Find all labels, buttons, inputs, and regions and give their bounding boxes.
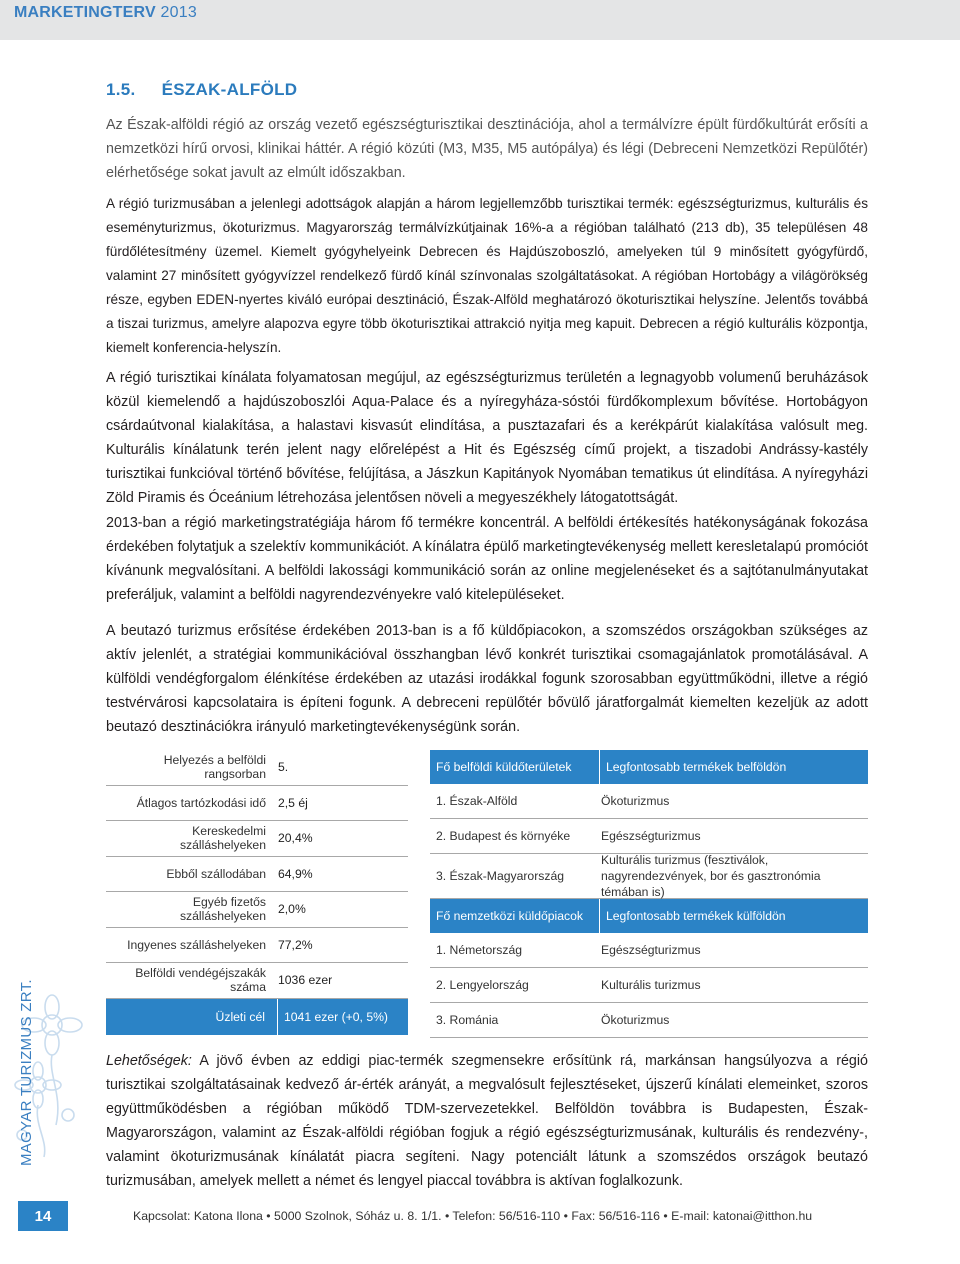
page-number: 14: [18, 1201, 68, 1231]
market-cell: 1. Észak-Alföld: [436, 794, 518, 808]
stat-row: [106, 750, 408, 786]
stat-value: 5.: [278, 760, 289, 775]
product-cell: Ökoturizmus: [601, 794, 670, 808]
product-cell: Egészségturizmus: [601, 943, 701, 957]
stat-value: 2,5 éj: [278, 795, 308, 810]
paragraph-intro: Az Észak-alföldi régió az ország vezető egészségturisztikai desztinációja, ahol a termálvízre épült fürdőkultúrát erősíti a nemzetközi hírű orvosi, klinikai háttér. A régió közúti (M3, M35, M5 autópálya) és légi (Debreceni Nemzetközi Repülőtér) elérhetősége sokat javult az elmúlt időszakban.: [106, 117, 868, 181]
stat-label: Kereskedelmi szálláshelyeken: [179, 824, 266, 853]
stat-row: [106, 857, 408, 893]
stat-value: 20,4%: [278, 831, 313, 846]
stat-label: Ebből szállodában: [166, 866, 266, 881]
domestic-header: [430, 750, 868, 784]
foreign-header-markets: Fő nemzetközi küldőpiacok: [430, 899, 600, 933]
paragraph-inbound: A beutazó turizmus erősítése érdekében 2013-ban is a fő küldőpiacokon, a szomszédos országokban szükséges az aktív jelenlét, a stratégiai kommunikációval összhangban lévő konkrét turisztikai csomagajánlatok promotálásával. A külföldi vendégforgalom élénkítése érdekében az utazási irodákkal fogunk szorosabban együttműködni, illetve a régió testvérvárosi kapcsolataira is építeni fogunk. A debreceni repülőtér bővülő járatforgalmát kiemelten kezeljük az adott beutazó desztinációkra irányuló marketingtevékenységünk során.: [106, 623, 868, 735]
stat-label: Ingyenes szálláshelyeken: [127, 937, 266, 952]
foreign-header-products: Legfontosabb termékek külföldön: [606, 909, 786, 923]
product-cell: Egészségturizmus: [601, 829, 701, 843]
stats-table: [106, 750, 408, 1035]
market-cell: 1. Németország: [436, 943, 523, 957]
market-cell: 2. Budapest és környéke: [436, 829, 571, 843]
market-cell: 2. Lengyelország: [436, 978, 529, 992]
stat-label: Egyéb fizetős szálláshelyeken: [179, 895, 266, 924]
stat-value: 64,9%: [278, 866, 313, 881]
foreign-header: [430, 899, 868, 933]
stat-row: [106, 892, 408, 928]
table-row: [430, 784, 868, 819]
section-title: [106, 80, 297, 100]
stat-row: [106, 821, 408, 857]
stat-label: Üzleti cél: [106, 999, 278, 1035]
market-cell: 3. Észak-Magyarország: [436, 869, 565, 883]
paragraph-strategy: 2013-ban a régió marketingstratégiája három fő termékre koncentrál. A belföldi értékesítés hatékonyságának fokozása érdekében folytatjuk a szelektív kommunikációt. A kínálatra épülő marketingtevékenység mellett keresletalapú promóciót kívánunk megvalósítani. A belföldi lakossági kommunikáció során az online megjelenéseket és a sajtótanulmányutakat preferáljuk, valamint a belföldi nagyrendezvényekre való kitelepüléseket.: [106, 515, 868, 603]
stat-value: 1036 ezer: [278, 973, 333, 988]
table-row: [430, 819, 868, 854]
paragraph-products: A régió turizmusában a jelenlegi adottságok alapján a három legjellemzőbb turisztikai termék: egészségturizmus, kulturális és eseményturizmus, ökoturizmus. Magyarország termálvízkútjainak 16%-a a régióban található (213 db), 35 településen 48 fürdőlétesítmény üzemel. Kiemelt gyógyhelyeink Debrecen és Hajdúszoboszló, amelyeken túl 9 minősített gyógyfürdő, valamint 27 minősített gyógyvízzel rendelkező fürdő kínál színvonalas szolgáltatásokat. A régióban Hortobágy a világörökség része, egyben EDEN-nyertes kiváló európai desztináció, Észak-Alföld meghatározó ökoturisztikai helyszíne. Jelentős továbbá a tiszai turizmus, amelyre alapozva egyre több ökoturisztikai attrakció nyitja meg kapuit. Debrecen a régió kulturális központja, kiemelt konferencia-helyszín.: [106, 196, 868, 355]
table-row: [430, 933, 868, 968]
sidebar-org-name: MAGYAR TURIZMUS ZRT.: [18, 979, 35, 1166]
domestic-header-products: Legfontosabb termékek belföldön: [606, 760, 787, 774]
stat-label: Belföldi vendégéjszakák száma: [135, 966, 266, 995]
stat-row: [106, 928, 408, 964]
section-name: ÉSZAK-ALFÖLD: [161, 80, 298, 99]
table-row: [430, 854, 868, 899]
opportunities-paragraph: [106, 1049, 868, 1193]
stat-label: Helyezés a belföldi rangsorban: [163, 753, 266, 782]
page-header: [0, 0, 960, 40]
paragraph-offer: A régió turisztikai kínálata folyamatosan megújul, az egészségturizmus területén a legnagyobb volumenű beruházások közül kiemelendő a hajdúszoboszlói Aqua-Palace és a nyíregyháza-sóstói fürdőkomplexum bővítése. Hortobágyon csárdaútvonal kialakítása, a halastavi kisvasút elindítása, a pusztazafari és a kerékpárút kialakítása valósult meg. Kulturális kínálatunk terén jelent nagy előrelépést a Hit és Egészség című projekt, a tiszadobi Andrássy-kastély turisztikai funkcióval történő bővítése, felújítása, a Jászkun Kapitányok Nyomában tematikus út elindítása. A nyíregyházi Zöld Piramis és Óceánium létrehozása jelentősen növeli a megyeszékhely látogatottságát.: [106, 370, 868, 506]
product-cell: Ökoturizmus: [601, 1013, 670, 1027]
markets-table: [430, 750, 868, 1038]
stat-value: 77,2%: [278, 937, 313, 952]
stat-row-highlight: [106, 999, 408, 1035]
domestic-header-markets: Fő belföldi küldőterületek: [430, 750, 600, 784]
opportunities-text: A jövő évben az eddigi piac-termék szegmensekre erősítünk rá, markánsan hangsúlyozva a régió turisztikai szolgáltatásainak kedvező ár-érték arányát, a megvalósult fejlesztéseket, újszerű kínálati elemeinket, szoros együttműködésben a régióban működő TDM-szervezetekkel. Belföldön továbbra is Budapesten, Észak-Magyarországon, valamint az Észak-alföldi régióban fogjuk a régió egészségturizmusának, kulturális és rendezvény-, valamint ökoturizmusának kínálatát piacra segíteni. Nagy potenciált látunk a szomszédos országok beutazó turizmusában, amelyek mellett a német és lengyel piaccal továbbra is aktívan foglalkozunk.: [106, 1053, 868, 1189]
stat-row: [106, 963, 408, 999]
header-year: 2013: [160, 4, 197, 21]
table-row: [430, 968, 868, 1003]
product-cell: Kulturális turizmus: [601, 978, 701, 992]
footer-contact: Kapcsolat: Katona Ilona • 5000 Szolnok, Sóház u. 8. 1/1. • Telefon: 56/516-110 • Fax: 56/516-116 • E-mail: katonai@itthon.hu: [133, 1209, 813, 1223]
header-title: MARKETINGTERV 2013: [14, 4, 197, 21]
stat-label: Átlagos tartózkodási idő: [136, 795, 266, 810]
stat-value: 1041 ezer (+0, 5%): [284, 1009, 388, 1024]
stat-value: 2,0%: [278, 902, 306, 917]
market-cell: 3. Románia: [436, 1013, 499, 1027]
opportunities-label: Lehetőségek:: [106, 1053, 192, 1069]
stat-row: [106, 786, 408, 822]
table-row: [430, 1003, 868, 1038]
section-number: 1.5.: [106, 80, 136, 99]
product-cell: Kulturális turizmus (fesztiválok, nagyrendezvények, bor és gasztronómia témában is): [601, 853, 821, 899]
